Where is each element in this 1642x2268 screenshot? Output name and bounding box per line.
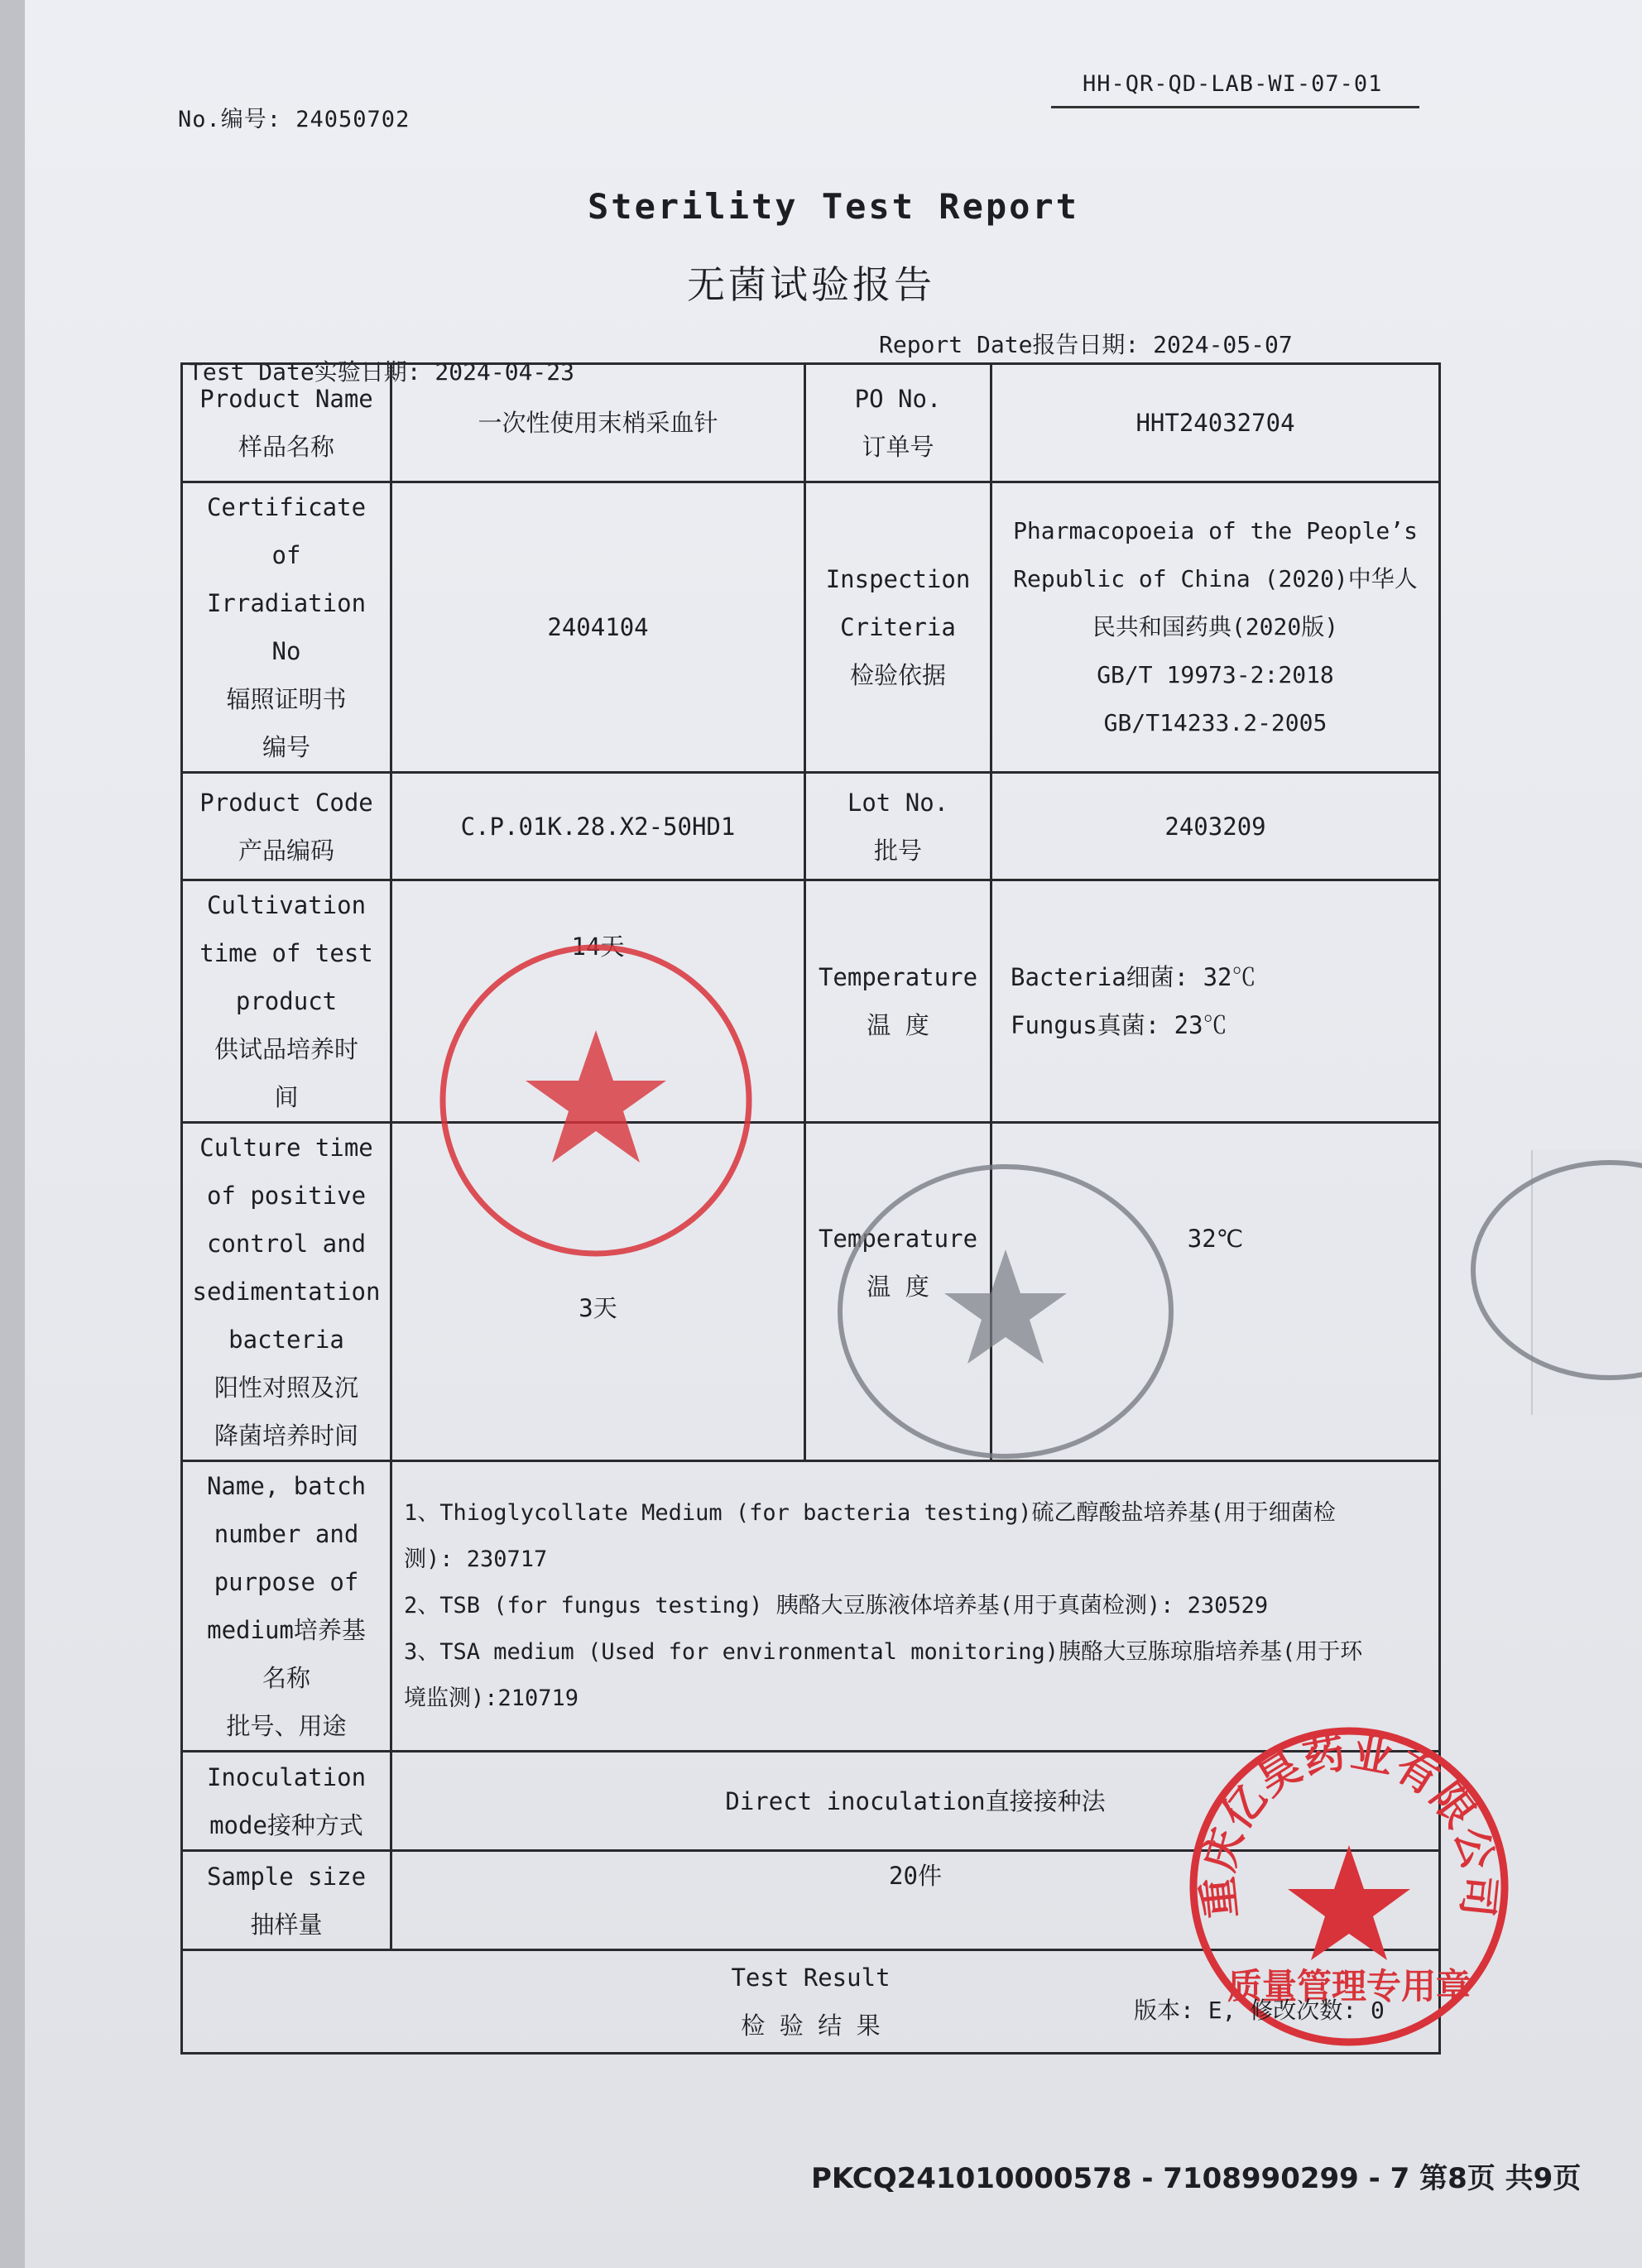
header-rule (1051, 106, 1419, 108)
po-label: PO No. 订单号 (805, 364, 991, 482)
product-code-value: C.P.01K.28.X2-50HD1 (391, 773, 805, 880)
product-name-label: Product Name 样品名称 (182, 364, 391, 482)
table-row (182, 364, 1440, 482)
table-row (182, 773, 1440, 880)
report-number: No.编号: 24050702 (178, 107, 410, 132)
inoculation-label: Inoculation mode接种方式 (182, 1752, 391, 1851)
report-date: Report Date报告日期: 2024-05-07 (879, 331, 1293, 358)
product-name-value: 一次性使用末梢采血针 (391, 364, 805, 482)
temperature-label: Temperature 温 度 (805, 880, 991, 1123)
criteria-value: Pharmacopoeia of the People’s Republic of China (2020)中华人 民共和国药典(2020版) GB/T 19973-2:2018 GB/T14233.2-2005 (991, 482, 1440, 773)
sample-size-value: 20件 (391, 1851, 1440, 1950)
test-date: Test Date实验日期: 2024-04-23 (189, 358, 575, 386)
sample-size-label: Sample size 抽样量 (182, 1851, 391, 1950)
lot-value: 2403209 (991, 773, 1440, 880)
culture-positive-label: Culture time of positive control and sedimentation bacteria 阳性对照及沉 降菌培养时间 (182, 1123, 391, 1461)
table-row (182, 1123, 1440, 1461)
product-code-label: Product Code 产品编码 (182, 773, 391, 880)
version-note: 版本: E, 修改次数: 0 (1134, 1997, 1385, 2024)
temperature-2-label: Temperature 温 度 (805, 1123, 991, 1461)
table-row (182, 880, 1440, 1123)
table-row (182, 1461, 1440, 1752)
irradiation-label: Certificate of Irradiation No 辐照证明书 编号 (182, 482, 391, 773)
title-chinese: 无菌试验报告 (687, 262, 935, 307)
lot-label: Lot No. 批号 (805, 773, 991, 880)
medium-label: Name, batch number and purpose of medium培养基 名称 批号、用途 (182, 1461, 391, 1752)
po-value: HHT24032704 (991, 364, 1440, 482)
grey-inspection-stamp (832, 1154, 1179, 1469)
irradiation-value: 2404104 (391, 482, 805, 773)
grey-stamp-partial (1457, 1154, 1642, 1394)
test-result-header: Test Result 检 验 结 果 (182, 1950, 1440, 2054)
title-english: Sterility Test Report (588, 186, 1080, 227)
cultivation-value: 14天 (391, 880, 805, 1123)
page-footer: PKCQ241010000578 - 7108990299 - 7 第8页 共9页 (811, 2162, 1582, 2195)
document-code: HH-QR-QD-LAB-WI-07-01 (1083, 71, 1383, 97)
temperature-2-value: 32℃ (991, 1123, 1440, 1461)
red-seal-stamp-left (430, 935, 761, 1266)
culture-positive-value: 3天 (391, 1123, 805, 1461)
medium-value: 1、Thioglycollate Medium (for bacteria testing)硫乙醇酸盐培养基(用于细菌检 测): 230717 2、TSB (for fungus testing) 胰酪大豆胨液体培养基(用于真菌检测): 230529 3、TSA medium (Used for environmental monitoring)胰酪大豆胨琼脂培养基(用于环 境监测):210719 (391, 1461, 1440, 1752)
criteria-label: Inspection Criteria 检验依据 (805, 482, 991, 773)
svg-text:重庆亿昊药业有限公司: 重庆亿昊药业有限公司 (1193, 1728, 1505, 1921)
temperature-value: Bacteria细菌: 32℃ Fungus真菌: 23℃ (991, 880, 1440, 1123)
cultivation-label: Cultivation time of test product 供试品培养时 间 (182, 880, 391, 1123)
inoculation-value: Direct inoculation直接接种法 (391, 1752, 1440, 1851)
table-row (182, 482, 1440, 773)
svg-text:质量管理专用章: 质量管理专用章 (1227, 1966, 1472, 2007)
